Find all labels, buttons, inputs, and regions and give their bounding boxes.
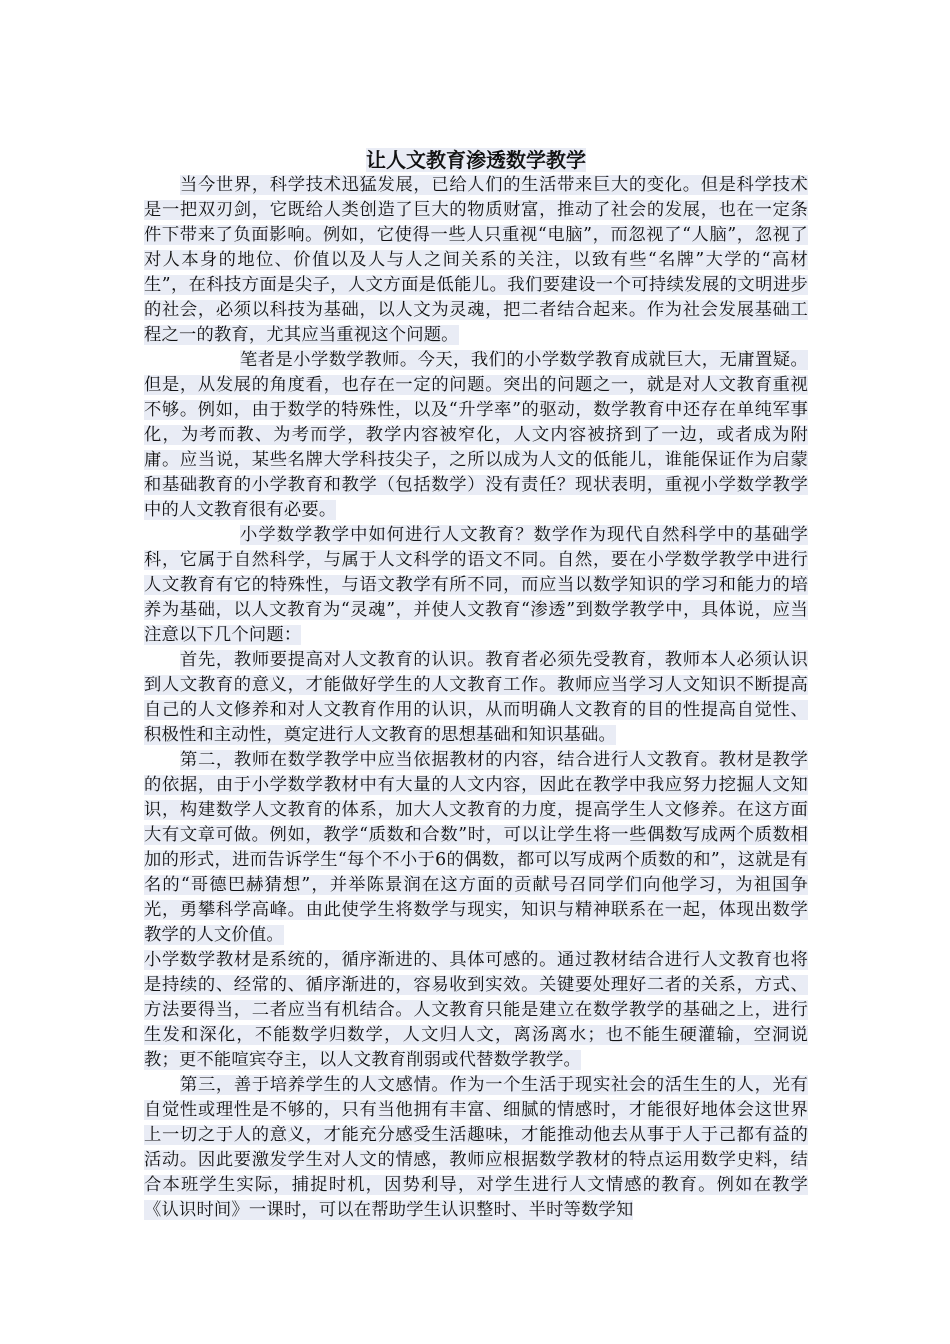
document-body — [144, 148, 808, 1223]
paragraph-7: 第三，善于培养学生的人文感情。作为一个生活于现实社会的活生生的人，光有自觉性或理性是不够的，只有当他拥有丰富、细腻的情感时，才能很好地体会这世界上一切之于人的意义，才能充分感受生活趣味，才能推动他去从事于人于己都有益的活动。因此要激发学生对人文的情感，教师应根据数学教材的特点运用数学史料，结合本班学生实际，捕捉时机，因势利导，对学生进行人文情感的教育。例如在教学《认识时间》一课时，可以在帮助学生认识整时、半时等数学知 — [144, 1075, 808, 1220]
paragraph-4: 首先，教师要提高对人文教育的认识。教育者必须先受教育，教师本人必须认识到人文教育的意义，才能做好学生的人文教育工作。教师应当学习人文知识不断提高自己的人文修养和对人文教育作用的认识，从而明确人文教育的目的性提高自觉性、积极性和主动性，奠定进行人文教育的思想基础和知识基础。 — [144, 650, 808, 745]
paragraph-6: 小学数学教材是系统的，循序渐进的、具体可感的。通过教材结合进行人文教育也将是持续的、经常的、循序渐进的，容易收到实效。关键要处理好二者的关系，方式、方法要得当，二者应当有机结合。人文教育只能是建立在数学教学的基础之上，进行生发和深化，不能数学归数学，人文归人文，离汤离水；也不能生硬灌输，空洞说教；更不能喧宾夺主，以人文教育削弱或代替数学教学。 — [144, 950, 808, 1070]
document-title: 让人文教育渗透数学教学 — [366, 148, 586, 172]
paragraph-2: 笔者是小学数学教师。今天，我们的小学数学教育成就巨大，无庸置疑。但是，从发展的角度看，也存在一定的问题。突出的问题之一，就是对人文教育重视不够。例如，由于数学的特殊性，以及“升学率”的驱动，数学教育中还存在单纯军事化，为考而教、为考而学，教学内容被窄化，人文内容被挤到了一边，或者成为附庸。应当说，某些名牌大学科技尖子，之所以成为人文的低能儿，谁能保证作为启蒙和基础教育的小学教育和教学（包括数学）没有责任？现状表明，重视小学数学教学中的人文教育很有必要。 — [144, 350, 808, 520]
paragraph-5: 第二，教师在数学教学中应当依据教材的内容，结合进行人文教育。教材是教学的依据，由于小学数学教材中有大量的人文内容，因此在教学中我应努力挖掘人文知识，构建数学人文教育的体系，加大人文教育的力度，提高学生人文修养。在这方面大有文章可做。例如，教学“质数和合数”时，可以让学生将一些偶数写成两个质数相加的形式，进而告诉学生“每个不小于6的偶数，都可以写成两个质数的和”，这就是有名的“哥德巴赫猜想”，并举陈景润在这方面的贡献号召同学们向他学习，为祖国争光，勇攀科学高峰。由此使学生将数学与现实，知识与精神联系在一起，体现出数学教学的人文价值。 — [144, 750, 808, 945]
paragraph-1: 当今世界，科学技术迅猛发展，已给人们的生活带来巨大的变化。但是科学技术是一把双刃剑，它既给人类创造了巨大的物质财富，推动了社会的发展，也在一定条件下带来了负面影响。例如，它使得一些人只重视“电脑”，而忽视了“人脑”，忽视了对人本身的地位、价值以及人与人之间关系的关注，以致有些“名牌”大学的“高材生”，在科技方面是尖子，人文方面是低能儿。我们要建设一个可持续发展的文明进步的社会，必须以科技为基础，以人文为灵魂，把二者结合起来。作为社会发展基础工程之一的教育，尤其应当重视这个问题。 — [144, 175, 808, 345]
paragraph-3: 小学数学教学中如何进行人文教育？数学作为现代自然科学中的基础学科，它属于自然科学，与属于人文科学的语文不同。自然，要在小学数学教学中进行人文教育有它的特殊性，与语文教学有所不同，而应当以数学知识的学习和能力的培养为基础，以人文教育为“灵魂”，并使人文教育“渗透”到数学教学中，具体说，应当注意以下几个问题： — [144, 525, 808, 645]
